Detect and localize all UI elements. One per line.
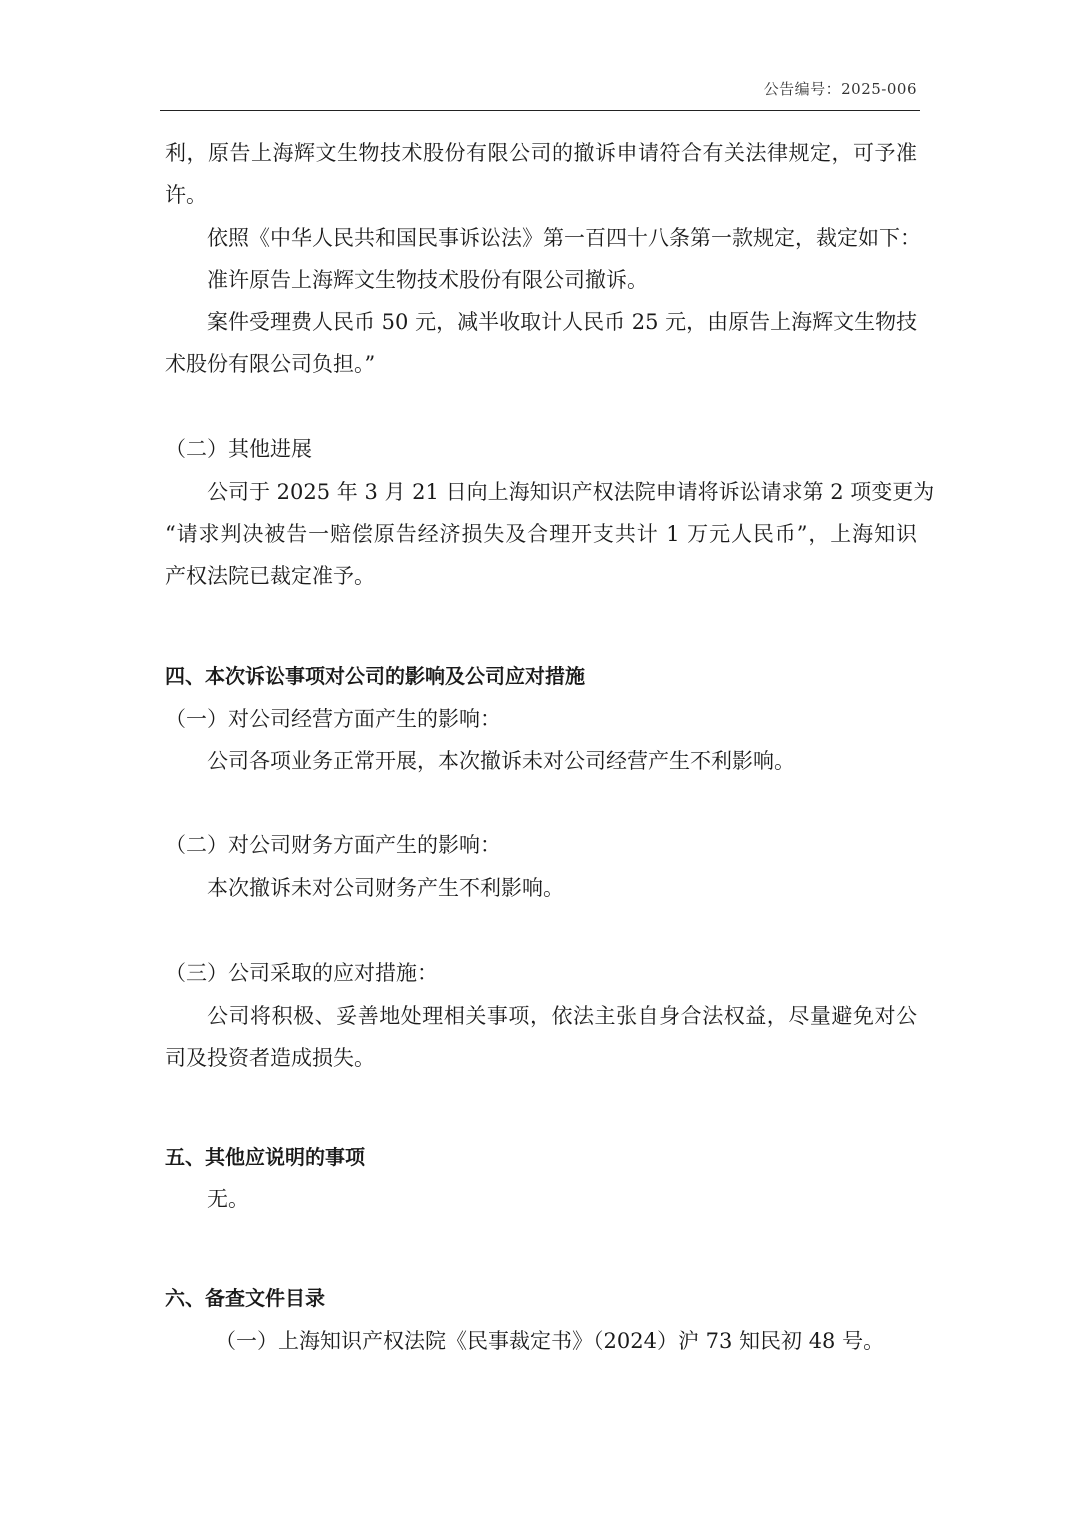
other-progress-heading: （二）其他进展 [165,437,312,461]
section-5-heading: 五、其他应说明的事项 [165,1145,365,1169]
section-4-sub1-heading: （一）对公司经营方面产生的影响： [165,707,501,731]
section-4-sub2-heading: （二）对公司财务方面产生的影响： [165,833,501,857]
other-progress-line-3: 产权法院已裁定准予。 [165,564,375,588]
ruling-line-2: 许。 [165,183,207,207]
ruling-line-3: 依照《中华人民共和国民事诉讼法》第一百四十八条第一款规定，裁定如下： [207,226,921,250]
announcement-number: 公告编号：2025-006 [763,80,917,98]
ruling-line-5: 案件受理费人民币 50 元，减半收取计人民币 25 元，由原告上海辉文生物技 [207,310,918,334]
section-4-sub2-text: 本次撤诉未对公司财务产生不利影响。 [207,876,564,900]
section-6-item-1: （一）上海知识产权法院《民事裁定书》（2024）沪 73 知民初 48 号。 [215,1329,885,1353]
section-4-heading: 四、本次诉讼事项对公司的影响及公司应对措施 [165,664,585,688]
section-4-sub3-line-1: 公司将积极、妥善地处理相关事项，依法主张自身合法权益，尽量避免对公 [207,1004,917,1028]
section-5-text: 无。 [207,1187,249,1211]
section-6-heading: 六、备查文件目录 [165,1286,325,1310]
other-progress-line-1: 公司于 2025 年 3 月 21 日向上海知识产权法院申请将诉讼请求第 2 项变更为 [207,480,935,504]
section-4-sub3-line-2: 司及投资者造成损失。 [165,1046,375,1070]
ruling-line-1: 利，原告上海辉文生物技术股份有限公司的撤诉申请符合有关法律规定，可予准 [165,141,917,165]
header-divider [160,110,920,111]
section-4-sub3-heading: （三）公司采取的应对措施： [165,961,438,985]
ruling-line-6: 术股份有限公司负担。” [165,352,376,376]
ruling-line-4: 准许原告上海辉文生物技术股份有限公司撤诉。 [207,268,648,292]
other-progress-line-2: “请求判决被告一赔偿原告经济损失及合理开支共计 1 万元人民币”，上海知识 [165,522,917,546]
section-4-sub1-text: 公司各项业务正常开展，本次撤诉未对公司经营产生不利影响。 [207,749,795,773]
